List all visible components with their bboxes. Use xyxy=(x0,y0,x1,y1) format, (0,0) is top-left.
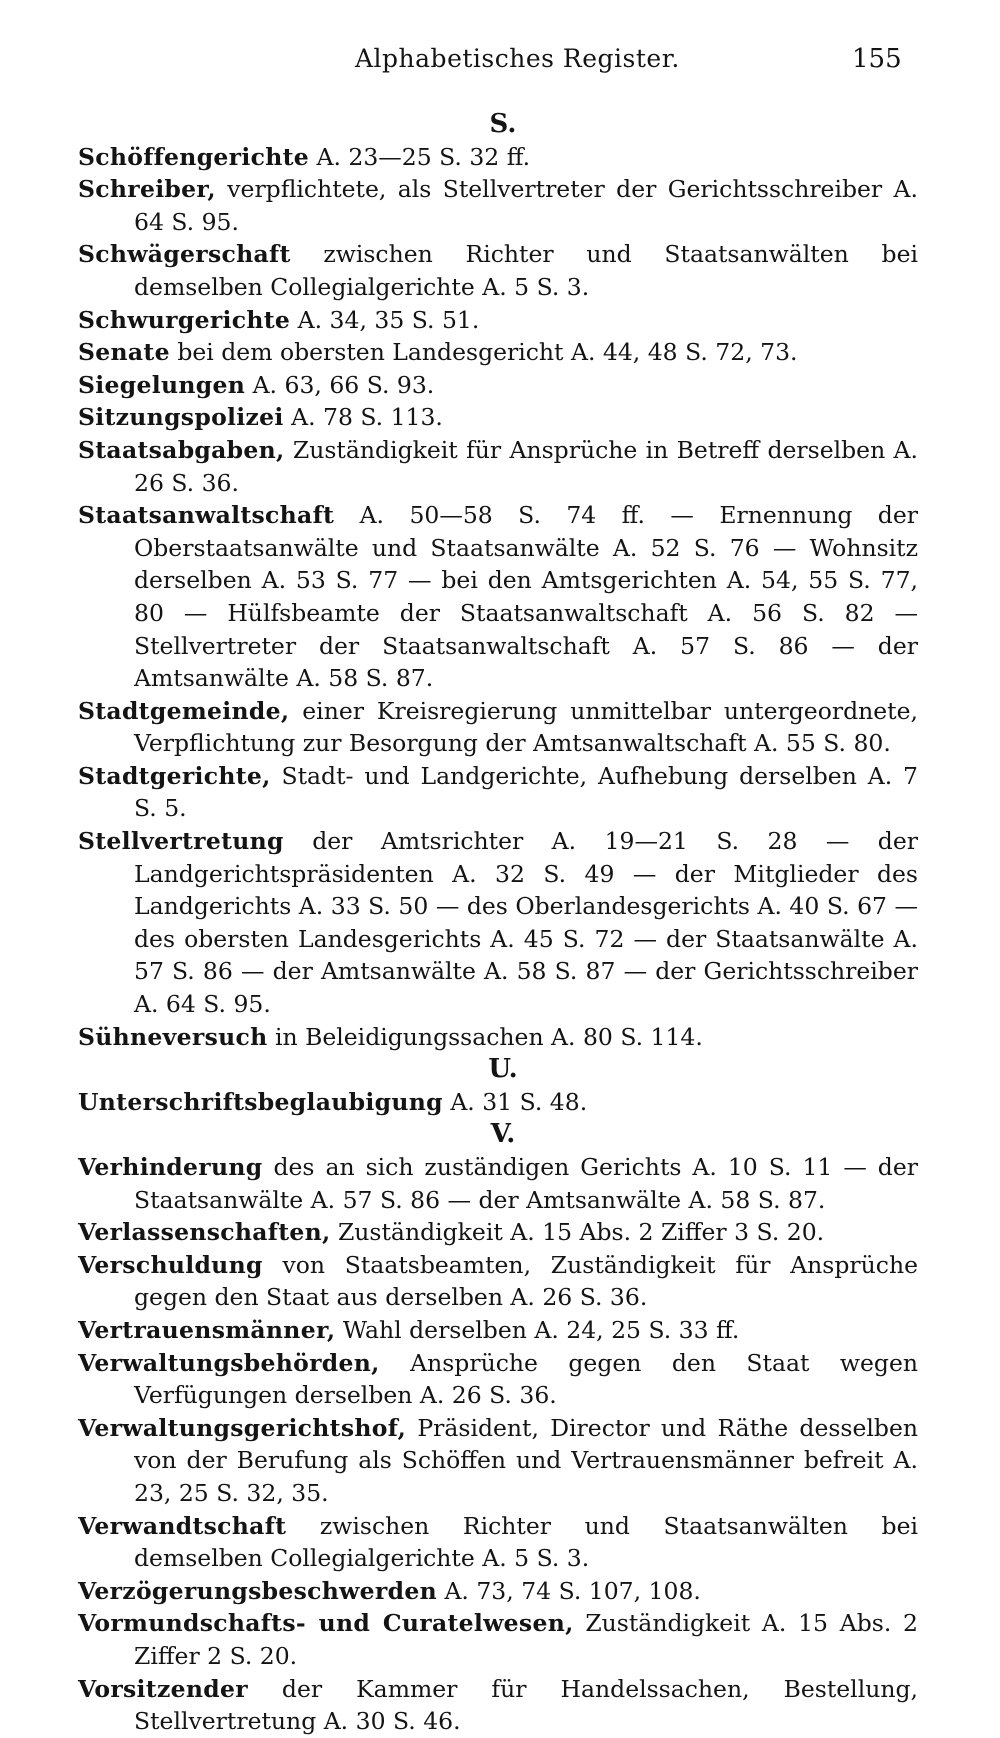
entry-text: einer Kreisregierung unmittelbar untergeordnete, Verpflichtung zur Besorgung der Amtsanwaltschaft A. 55 S. 80. xyxy=(134,696,918,758)
entry-text: der Amtsrichter A. 19—21 S. 28 — der Landgerichtspräsidenten A. 32 S. 49 — der Mitglieder des Landgerichts A. 33 S. 50 — des Oberlandesgerichts A. 40 S. 67 — des obersten Landesgerichts A. 45 S. 72 — der Staatsanwälte A. 57 S. 86 — der Amtsanwälte A. 58 S. 87 — der Gerichtsschreiber A. 64 S. 95. xyxy=(134,827,918,1019)
entry-term: Schöffengerichte xyxy=(78,142,309,171)
entry-term: Verschuldung xyxy=(78,1250,263,1279)
entry-term: Sühneversuch xyxy=(78,1022,268,1051)
section-letter-v: V. xyxy=(490,1119,516,1150)
page-number: 155 xyxy=(852,44,902,74)
register-entry xyxy=(78,434,918,499)
entry-term: Verwandtschaft xyxy=(78,1511,287,1540)
entry-text: A. 31 S. 48. xyxy=(442,1087,588,1116)
entry-text: A. 63, 66 S. 93. xyxy=(245,370,435,399)
register-entry xyxy=(78,825,918,1021)
entry-text: von Staatsbeamten, Zuständigkeit für Ansprüche gegen den Staat aus derselben A. 26 S. 36. xyxy=(134,1250,918,1312)
section-letter-s: S. xyxy=(489,109,517,139)
entry-term: Senate xyxy=(78,338,170,367)
entry-term: Stadtgemeinde, xyxy=(78,696,290,725)
entry-term: Sitzungspolizei xyxy=(78,403,284,432)
running-head xyxy=(0,44,1000,84)
entry-term: Verwaltungsbehörden, xyxy=(78,1348,380,1377)
entry-term: Vorsitzender xyxy=(78,1674,248,1703)
entry-text: des an sich zuständigen Gerichts A. 10 S. 11 — der Staatsanwälte A. 57 S. 86 — der Amtsanwälte A. 58 S. 87. xyxy=(134,1153,918,1214)
register-entry xyxy=(78,304,918,337)
entry-text: bei dem obersten Landesgericht A. 44, 48 S. 72, 73. xyxy=(169,338,798,367)
register-entry xyxy=(78,141,918,174)
register-entry xyxy=(78,1314,918,1347)
register-entry xyxy=(78,1249,918,1314)
entry-term: Schreiber, xyxy=(78,175,216,204)
entry-term: Verhinderung xyxy=(78,1153,263,1181)
entry-term: Stellvertretung xyxy=(78,827,284,856)
entry-text: A. 34, 35 S. 51. xyxy=(290,305,480,334)
entry-term: Vormundschafts- und Curatelwesen, xyxy=(78,1609,574,1638)
register-entry xyxy=(78,1607,918,1672)
register-entry xyxy=(78,695,918,760)
entry-text: Stadt- und Landgerichte, Aufhebung derselben A. 7 S. 5. xyxy=(134,761,918,823)
register-entry xyxy=(78,173,918,238)
register-entry xyxy=(78,336,918,369)
entry-text: zwischen Richter und Staatsanwälten bei demselben Collegialgerichte A. 5 S. 3. xyxy=(134,1511,918,1573)
register-entry xyxy=(78,1347,918,1412)
entry-text: A. 73, 74 S. 107, 108. xyxy=(436,1576,701,1605)
entry-text: in Beleidigungssachen A. 80 S. 114. xyxy=(267,1022,703,1051)
entry-text: Wahl derselben A. 24, 25 S. 33 ff. xyxy=(335,1315,740,1344)
entry-term: Verwaltungsgerichtshof, xyxy=(78,1413,407,1442)
entry-text: Ansprüche gegen den Staat wegen Verfügungen derselben A. 26 S. 36. xyxy=(134,1348,918,1410)
entry-text: zwischen Richter und Staatsanwälten bei demselben Collegialgerichte A. 5 S. 3. xyxy=(134,240,918,301)
register-body xyxy=(78,108,918,1738)
entry-text: A. 23—25 S. 32 ff. xyxy=(309,142,531,171)
entry-text: A. 78 S. 113. xyxy=(283,403,443,432)
entry-term: Stadtgerichte, xyxy=(78,761,271,790)
entry-term: Siegelungen xyxy=(78,370,246,399)
register-entry xyxy=(78,369,918,402)
entry-term: Schwurgerichte xyxy=(78,305,291,334)
register-entry xyxy=(78,1216,918,1249)
register-entry xyxy=(78,1673,918,1738)
register-entry xyxy=(78,1151,918,1216)
register-entry xyxy=(78,760,918,825)
entry-text: Zuständigkeit A. 15 Abs. 2 Ziffer 2 S. 20. xyxy=(134,1609,918,1670)
section-letter-u: U. xyxy=(488,1054,518,1085)
register-entry xyxy=(78,499,918,695)
entry-text: der Kammer für Handelssachen, Bestellung, Stellvertretung A. 30 S. 46. xyxy=(134,1674,918,1736)
register-entry xyxy=(78,238,918,303)
entry-text: Zuständigkeit für Ansprüche in Betreff derselben A. 26 S. 36. xyxy=(134,435,918,497)
entry-term: Staatsabgaben, xyxy=(78,435,285,464)
entry-term: Vertrauensmänner, xyxy=(78,1315,336,1344)
running-title: Alphabetisches Register. xyxy=(355,44,680,73)
register-entry xyxy=(78,1086,918,1119)
entry-text: A. 50—58 S. 74 ff. — Ernennung der Oberstaatsanwälte und Staatsanwälte A. 52 S. 76 — Wohnsitz derselben A. 53 S. 77 — bei den Amtsgerichten A. 54, 55 S. 77, 80 — Hülfsbeamte der Staatsanwaltschaft A. 56 S. 82 — Stellvertreter der Staatsanwaltschaft A. 57 S. 86 — der Amtsanwälte A. 58 S. 87. xyxy=(134,501,918,693)
register-entry xyxy=(78,1412,918,1510)
entry-text: verpflichtete, als Stellvertreter der Gerichtsschreiber A. 64 S. 95. xyxy=(134,175,918,236)
register-entry xyxy=(78,1021,918,1054)
entry-term: Verlassenschaften, xyxy=(78,1218,331,1247)
entry-text: Zuständigkeit A. 15 Abs. 2 Ziffer 3 S. 20. xyxy=(330,1218,825,1247)
register-entry xyxy=(78,1575,918,1608)
register-entry xyxy=(78,401,918,434)
entry-text: Präsident, Director und Räthe desselben von der Berufung als Schöffen und Vertrauensmänner befreit A. 23, 25 S. 32, 35. xyxy=(134,1413,918,1507)
entry-term: Staatsanwaltschaft xyxy=(78,501,335,530)
register-entry xyxy=(78,1510,918,1575)
entry-term: Verzögerungsbeschwerden xyxy=(78,1576,437,1605)
entry-term: Schwägerschaft xyxy=(78,240,291,269)
entry-term: Unterschriftsbeglaubigung xyxy=(78,1087,443,1116)
